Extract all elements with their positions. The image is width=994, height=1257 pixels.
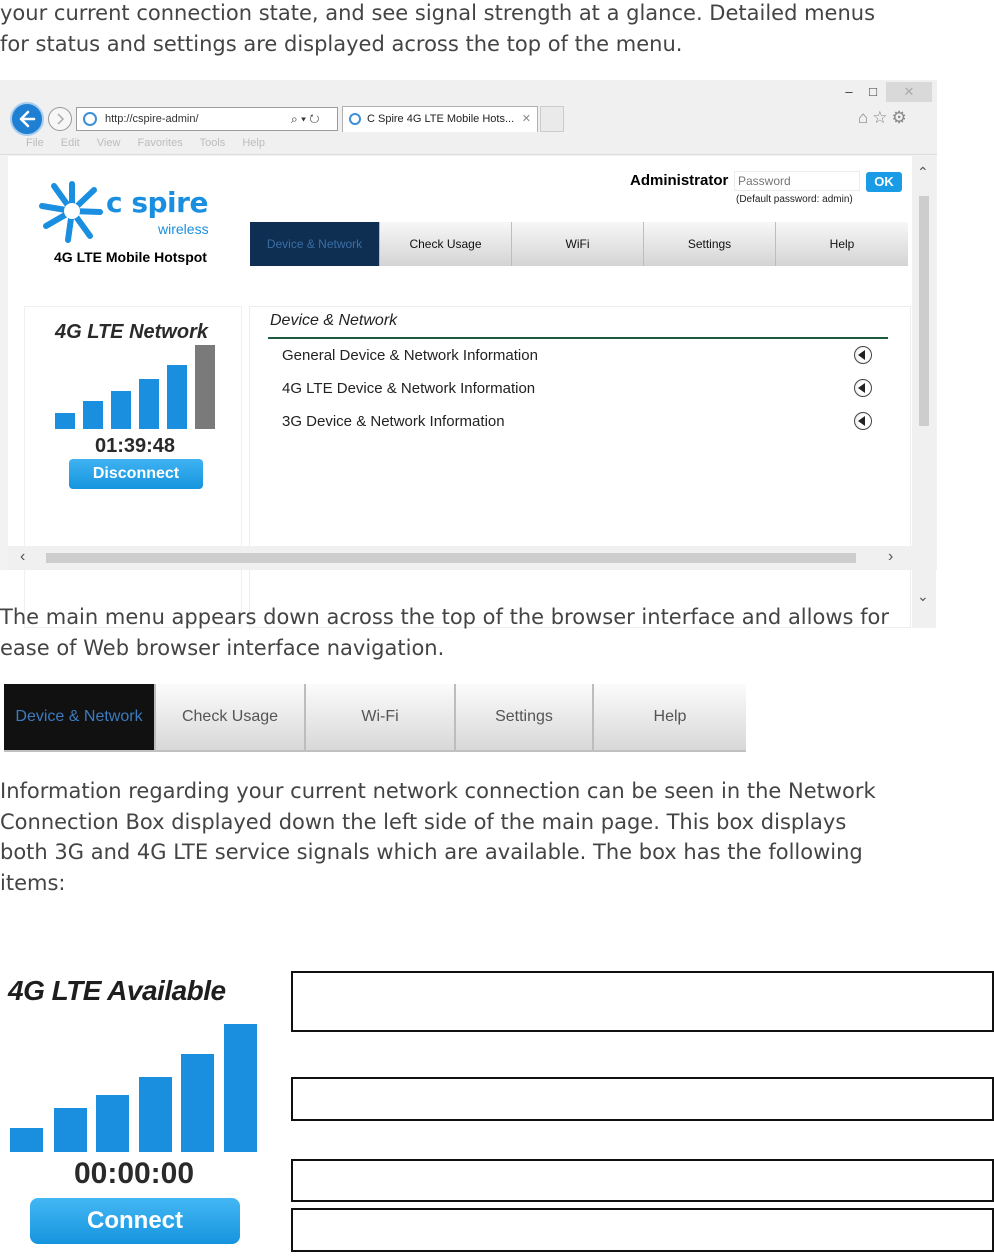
para3-line-1: Information regarding your current network connection can be seen in the Network <box>0 779 876 803</box>
main-menu-paragraph <box>0 602 980 663</box>
network-box-paragraph <box>0 776 980 898</box>
expand-arrow-icon[interactable] <box>854 346 872 364</box>
callout-box-1 <box>291 971 994 1032</box>
lte-available-box <box>0 965 268 1257</box>
nav-wifi[interactable]: WiFi <box>512 222 644 266</box>
available-timer: 00:00:00 <box>73 1157 195 1190</box>
scroll-right-icon[interactable]: › <box>888 548 894 565</box>
panel-item[interactable] <box>282 344 882 368</box>
password-hint: (Default password: admin) <box>736 194 853 205</box>
hotspot-nav <box>250 222 908 266</box>
signal-bar <box>54 1108 87 1152</box>
intro-line-1: your current connection state, and see signal strength at a glance. Detailed menus <box>0 1 876 25</box>
tab-close-icon[interactable]: ✕ <box>521 113 531 125</box>
back-button[interactable] <box>10 102 44 136</box>
intro-paragraph <box>0 0 980 59</box>
expand-arrow-icon[interactable] <box>854 379 872 397</box>
nav-help[interactable]: Help <box>829 237 855 251</box>
signal-bar <box>181 1054 214 1152</box>
toolbar-icons[interactable]: ⌂☆⚙ <box>858 108 911 127</box>
nav-settings[interactable]: Settings <box>644 222 776 266</box>
menu-check-usage[interactable]: Check Usage <box>156 684 306 750</box>
tab-title: C Spire 4G LTE Mobile Hots... <box>367 113 515 125</box>
panel-item-label: General Device & Network Information <box>282 347 538 364</box>
signal-bar <box>139 1077 172 1152</box>
password-input[interactable] <box>734 171 860 191</box>
signal-bar <box>224 1024 257 1152</box>
main-menu-bar <box>4 684 746 752</box>
scroll-left-icon[interactable]: ‹ <box>20 548 26 565</box>
para3-line-4: items: <box>0 870 66 895</box>
address-bar[interactable] <box>76 107 338 131</box>
forward-arrow-icon <box>49 108 71 130</box>
browser-screenshot <box>0 80 937 604</box>
browser-menu-bar[interactable]: File Edit View Favorites Tools Help <box>26 137 265 149</box>
para3-line-2: Connection Box displayed down the left side of the main page. This box displays <box>0 809 847 834</box>
callout-box-4 <box>291 1208 994 1252</box>
horizontal-scrollbar[interactable] <box>8 546 936 570</box>
panel-title: Device & Network <box>270 312 398 329</box>
signal-bar <box>139 379 159 429</box>
signal-bar <box>96 1095 129 1152</box>
scroll-down-icon[interactable]: ⌄ <box>917 588 929 604</box>
back-arrow-icon <box>18 110 36 128</box>
para2-line-2: ease of Web browser interface navigation. <box>0 635 445 660</box>
signal-bar <box>83 401 103 429</box>
para3-line-3: both 3G and 4G LTE service signals which are available. The box has the following <box>0 840 863 864</box>
panel-divider <box>268 337 888 339</box>
callout-box-2 <box>291 1077 994 1121</box>
panel-item[interactable] <box>282 410 882 434</box>
nav-device-network[interactable]: Device & Network <box>250 222 380 266</box>
address-url: http://cspire-admin/ <box>105 113 199 125</box>
ok-button[interactable]: OK <box>866 172 902 192</box>
signal-bar <box>55 413 75 429</box>
scroll-up-icon[interactable]: ⌃ <box>917 164 929 180</box>
signal-bar <box>10 1128 43 1152</box>
menu-wifi[interactable]: Wi-Fi <box>306 684 456 750</box>
device-network-panel <box>249 306 911 628</box>
administrator-label: Administrator <box>630 172 729 189</box>
ie-page-icon <box>83 112 97 126</box>
brand-name: c spire <box>106 186 208 219</box>
expand-arrow-icon[interactable] <box>854 412 872 430</box>
browser-chrome <box>0 80 937 155</box>
scroll-thumb[interactable] <box>46 553 856 563</box>
close-window-button[interactable]: ✕ <box>886 82 932 102</box>
signal-bar <box>111 391 131 429</box>
new-tab-button[interactable] <box>540 106 564 132</box>
panel-item[interactable] <box>282 377 882 401</box>
menu-device-network[interactable]: Device & Network <box>4 684 156 750</box>
signal-bar <box>167 365 187 429</box>
menu-settings[interactable]: Settings <box>456 684 594 750</box>
scroll-thumb[interactable] <box>919 196 929 426</box>
product-title: 4G LTE Mobile Hotspot <box>54 249 207 265</box>
brand-sub: wireless <box>158 221 209 237</box>
disconnect-button[interactable]: Disconnect <box>69 459 203 489</box>
network-box-title: 4G LTE Network <box>55 321 208 343</box>
connect-button[interactable]: Connect <box>30 1198 240 1244</box>
address-tools-icons[interactable]: ⌕ ▾ ↻ <box>291 112 320 126</box>
maximize-button[interactable]: □ <box>869 84 877 99</box>
network-connection-box <box>24 306 242 628</box>
minimize-button[interactable]: – <box>845 84 853 99</box>
menu-help[interactable]: Help <box>653 708 687 725</box>
callout-box-3 <box>291 1159 994 1202</box>
browser-tab[interactable] <box>342 106 538 132</box>
signal-bar-empty <box>195 345 215 429</box>
ie-tab-icon <box>349 113 361 125</box>
nav-check-usage[interactable]: Check Usage <box>380 222 512 266</box>
panel-item-label: 4G LTE Device & Network Information <box>282 380 536 397</box>
available-title: 4G LTE Available <box>8 975 226 1006</box>
intro-line-2: for status and settings are displayed across the top of the menu. <box>0 31 683 56</box>
panel-item-label: 3G Device & Network Information <box>282 413 505 430</box>
para2-line-1: The main menu appears down across the top of the browser interface and allows for <box>0 605 889 629</box>
forward-button[interactable] <box>48 107 72 131</box>
connection-timer: 01:39:48 <box>94 435 176 457</box>
starburst-logo-icon <box>38 176 106 246</box>
